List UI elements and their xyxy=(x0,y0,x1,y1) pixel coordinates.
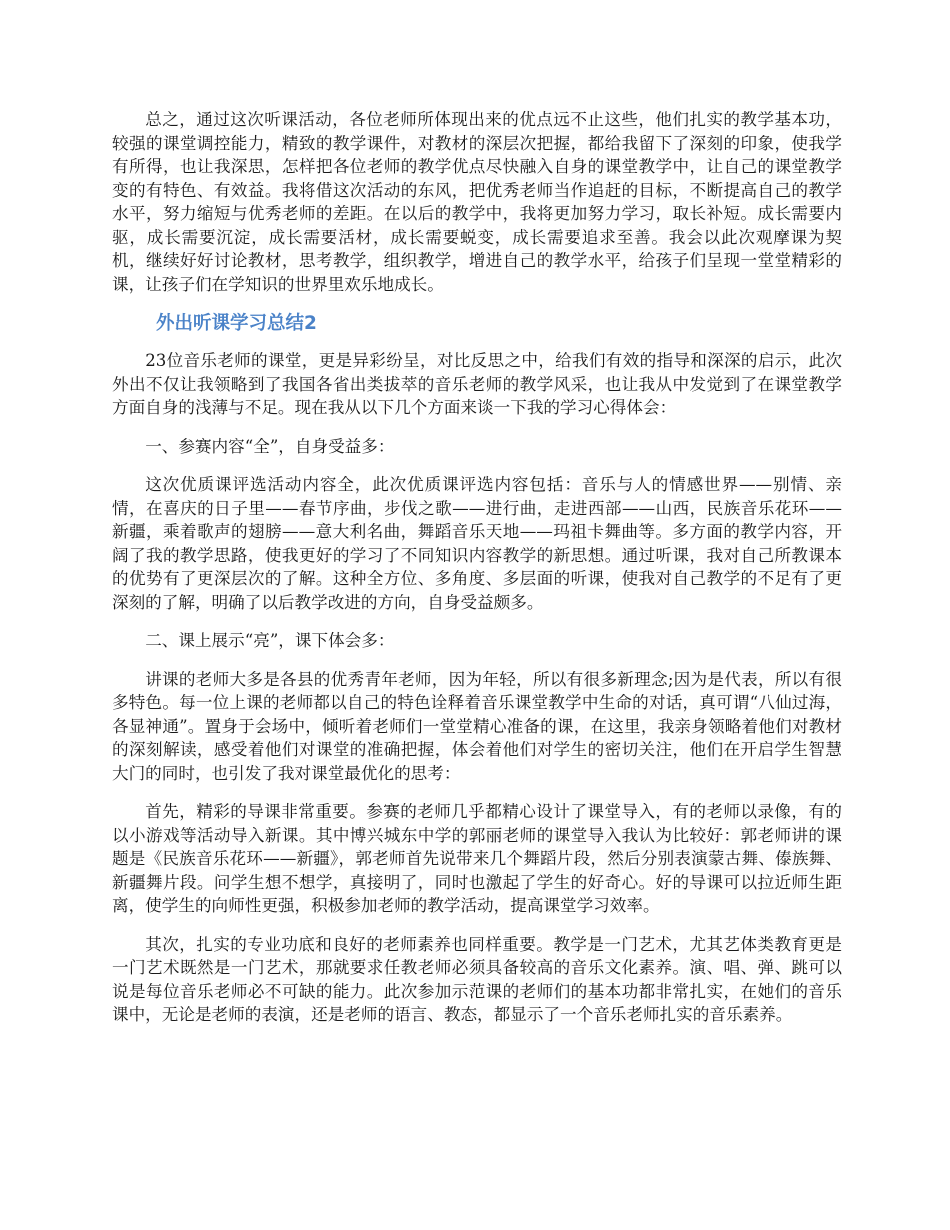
paragraph-first: 首先，精彩的导课非常重要。参赛的老师几乎都精心设计了课堂导入，有的老师以录像，有的以小游戏等活动导入新课。其中博兴城东中学的郭丽老师的课堂导入我认为比较好：郭老师讲的课题是《民族音乐花环——新疆》，郭老师首先说带来几个舞蹈片段，然后分别表演蒙古舞、傣族舞、新疆舞片段。问学生想不想学，真接明了，同时也激起了学生的好奇心。好的导课可以拉近师生距离，使学生的向师性更强，积极参加老师的教学活动，提高课堂学习效率。 xyxy=(112,802,842,915)
paragraph-teachers: 讲课的老师大多是各县的优秀青年老师，因为年轻，所以有很多新理念;因为是代表，所以有很多特色。每一位上课的老师都以自己的特色诠释着音乐课堂教学中生命的对话，真可谓“八仙过海，各显神通”。置身于会场中，倾听着老师们一堂堂精心准备的课，在这里，我亲身领略着他们对教材的深刻解读，感受着他们对课堂的准确把握，体会着他们对学生的密切关注，他们在开启学生智慧大门的同时，也引发了我对课堂最优化的思考： xyxy=(112,669,842,783)
section-heading: 外出听课学习总结2 xyxy=(156,313,317,334)
paragraph-second: 其次，扎实的专业功底和良好的老师素养也同样重要。教学是一门艺术，尤其艺体类教育更是一门艺术既然是一门艺术，那就要求任教老师必须具备较高的音乐文化素养。演、唱、弹、跳可以说是每位音乐老师必不可缺的能力。此次参加示范课的老师们的基本功都非常扎实，在她们的音乐课中，无论是老师的表演，还是老师的语言、教态，都显示了一个音乐老师扎实的音乐素养。 xyxy=(112,934,842,1024)
paragraph-intro: 23位音乐老师的课堂，更是异彩纷呈，对比反思之中，给我们有效的指导和深深的启示，此次外出不仅让我领略到了我国各省出类拔萃的音乐老师的教学风采，也让我从中发觉到了在课堂教学方面自身的浅薄与不足。现在我从以下几个方面来谈一下我的学习心得体会： xyxy=(112,351,842,417)
paragraph-content: 这次优质课评选活动内容全，此次优质课评选内容包括：音乐与人的情感世界——别情、亲情，在喜庆的日子里——春节序曲，步伐之歌——进行曲，走进西部——山西，民族音乐花环——新疆，乘着歌声的翅膀——意大利名曲，舞蹈音乐天地——玛祖卡舞曲等。多方面的教学内容，开阔了我的教学思路，使我更好的学习了不同知识内容教学的新思想。通过听课，我对自己所教课本的优势有了更深层次的了解。这种全方位、多角度、多层面的听课，使我对自己教学的不足有了更深刻的了解，明确了以后教学改进的方向，自身受益颇多。 xyxy=(112,475,842,612)
paragraph-summary: 总之，通过这次听课活动，各位老师所体现出来的优点远不止这些，他们扎实的教学基本功，较强的课堂调控能力，精致的教学课件，对教材的深层次把握，都给我留下了深刻的印象，使我学有所得，也让我深思，怎样把各位老师的教学优点尽快融入自身的课堂教学中，让自己的课堂教学变的有特色、有效益。我将借这次活动的东风，把优秀老师当作追赶的目标，不断提高自己的教学水平，努力缩短与优秀老师的差距。在以后的教学中，我将更加努力学习，取长补短。成长需要内驱，成长需要沉淀，成长需要活材，成长需要蜕变，成长需要追求至善。我会以此次观摩课为契机，继续好好讨论教材，思考教学，组织教学，增进自己的教学水平，给孩子们呈现一堂堂精彩的课，让孩子们在学知识的世界里欢乐地成长。 xyxy=(112,110,842,294)
document-page xyxy=(112,108,842,1042)
subheading-one: 一、参赛内容“全”，自身受益多： xyxy=(145,436,395,456)
subheading-two: 二、课上展示“亮”，课下体会多： xyxy=(145,631,395,650)
